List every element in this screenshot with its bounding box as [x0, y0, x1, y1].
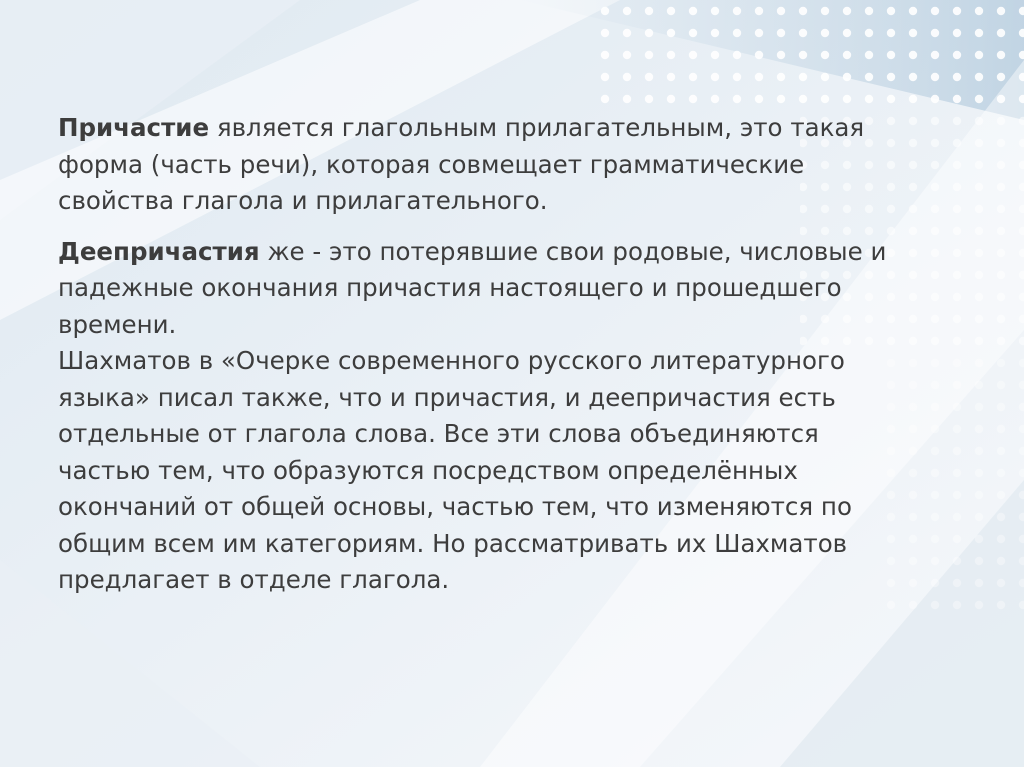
slide-content	[58, 110, 988, 599]
definition-participle: является глагольным прилагательным, это такая форма (часть речи), которая совмещает грамматические свойства глагола и прилагательного.	[58, 113, 865, 215]
paragraph-gerund	[58, 234, 988, 344]
definition-gerund: же - это потерявшие свои родовые, числовые и падежные окончания причастия настоящего и прошедшего времени.	[58, 236, 887, 339]
paragraph-participle	[58, 110, 988, 220]
term-participle: Причастие	[58, 113, 210, 142]
paragraph-shakhmatov: Шахматов в «Очерке современного русского литературного языка» писал также, что и причастия, и деепричастия есть отдельные от глагола слова. Все эти слова объединяются частью тем, что образуются посредством определённых окончаний от общей основы, частью тем, что изменяются по общим всем им категориям. Но рассматривать их Шахматов предлагает в отделе глагола.	[58, 346, 852, 594]
term-gerund: Деепричастия	[58, 236, 260, 266]
